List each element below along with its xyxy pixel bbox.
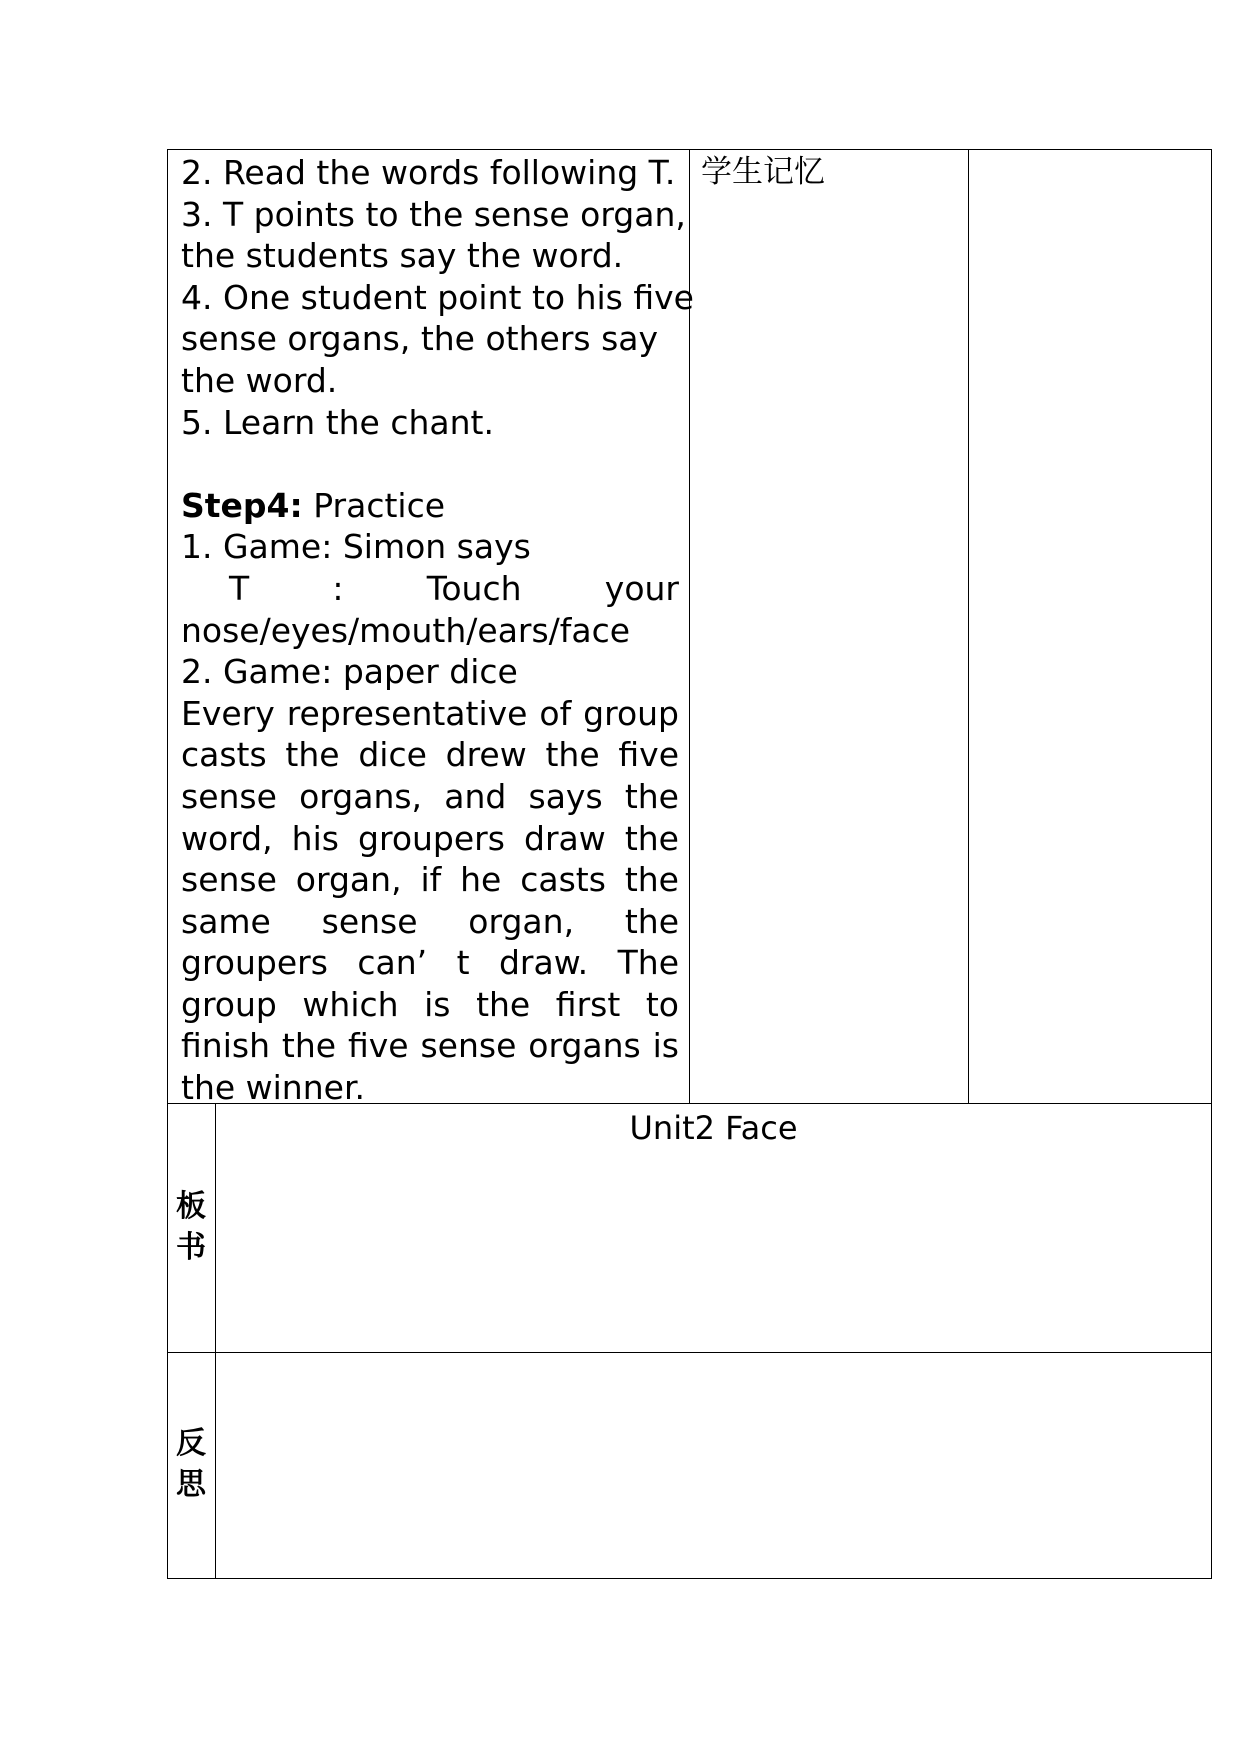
reflection-body-cell — [215, 1352, 1212, 1579]
blackboard-label-cell — [167, 1103, 216, 1353]
reflection-label-char: 思 — [176, 1467, 206, 1502]
blackboard-label-char: 板 — [176, 1189, 206, 1224]
step4-label: Step4: — [181, 485, 303, 525]
reflection-label-cell — [167, 1352, 216, 1579]
reflection-label-char: 反 — [176, 1426, 206, 1461]
game2-paragraph-line: sense organs, and says the — [181, 776, 679, 816]
game2-paragraph-line: word, his groupers draw the — [181, 818, 679, 858]
blackboard-label-char: 书 — [176, 1230, 206, 1265]
game2-paragraph-line: Every representative of group — [181, 693, 679, 733]
game2-paragraph-line: sense organ, if he casts the — [181, 860, 679, 900]
procedure-content — [181, 152, 694, 1109]
procedure-line: 4. One student point to his five — [181, 277, 694, 317]
blackboard-label — [176, 1186, 210, 1268]
procedure-line: the students say the word. — [181, 236, 624, 276]
game1-title: 1. Game: Simon says — [181, 527, 531, 567]
game1-instruction: T : Touch your — [229, 568, 679, 608]
notes-cell — [968, 149, 1212, 1104]
reflection-label — [176, 1423, 210, 1505]
step4-title: Practice — [302, 485, 446, 525]
procedure-line: 3. T points to the sense organ, — [181, 194, 686, 234]
procedure-line: sense organs, the others say — [181, 319, 659, 359]
blackboard-title: Unit2 Face — [629, 1109, 798, 1147]
purpose-text: 学生记忆 — [701, 154, 825, 190]
procedure-line: the word. — [181, 360, 338, 400]
game2-paragraph-line: casts the dice drew the five — [181, 735, 679, 775]
game2-paragraph-line: groupers can’ t draw. The — [181, 943, 679, 983]
purpose-cell — [689, 149, 969, 1104]
procedure-cell — [167, 149, 694, 1108]
game2-paragraph-line: group which is the first to — [181, 984, 679, 1024]
game1-items: nose/eyes/mouth/ears/face — [181, 610, 631, 650]
blackboard-body-cell — [215, 1103, 1212, 1353]
game2-paragraph-line: finish the five sense organs is — [181, 1026, 679, 1066]
step4-heading — [181, 485, 679, 527]
lesson-plan-table — [167, 149, 1212, 1579]
game2-paragraph-line: same sense organ, the — [181, 901, 679, 941]
game2-title: 2. Game: paper dice — [181, 652, 518, 692]
procedure-line: 5. Learn the chant. — [181, 402, 494, 442]
game2-last-line: the winner. — [181, 1068, 365, 1108]
blank-line — [181, 443, 679, 485]
procedure-line: 2. Read the words following T. — [181, 153, 676, 192]
